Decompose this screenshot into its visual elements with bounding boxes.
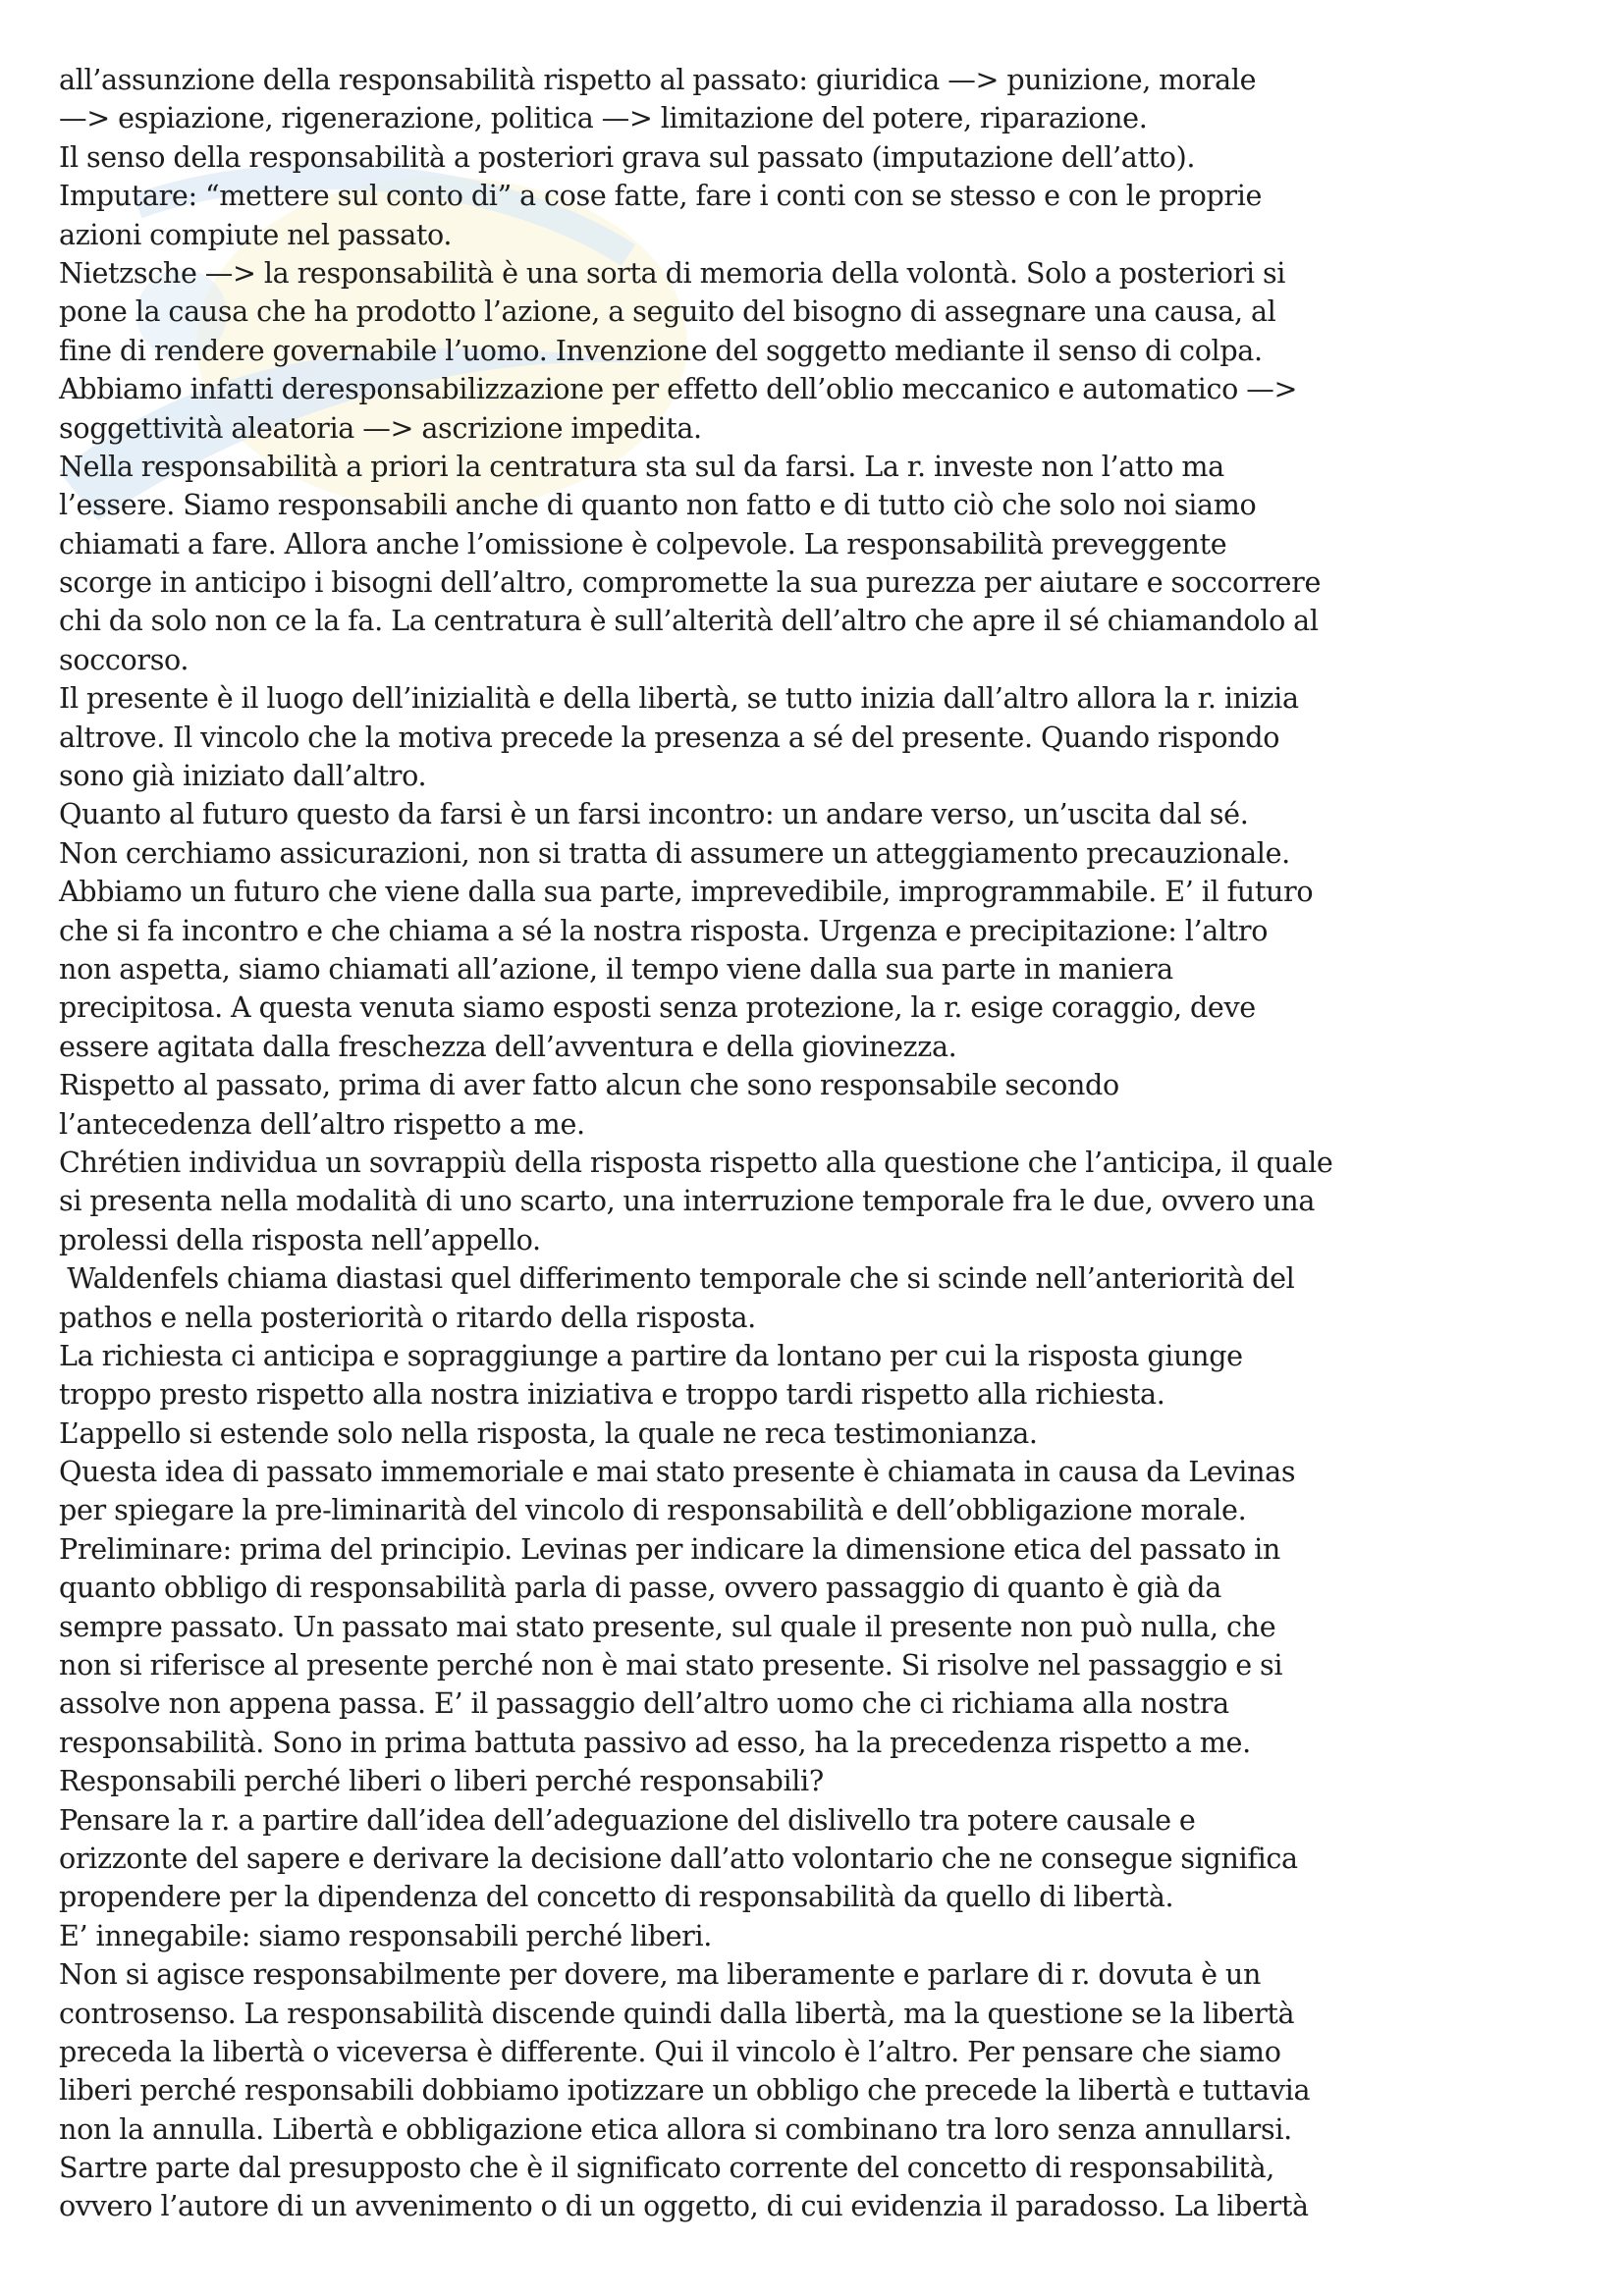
text-line: responsabilità. Sono in prima battuta passivo ad esso, ha la precedenza rispetto a me. (59, 1725, 1251, 1759)
text-line: per spiegare la pre-liminarità del vincolo di responsabilità e dell’obbligazione morale. (59, 1493, 1247, 1527)
text-line: quanto obbligo di responsabilità parla di passe, ovvero passaggio di quanto è già da (59, 1571, 1221, 1605)
text-line: altrove. Il vincolo che la motiva precede la presenza a sé del presente. Quando rispondo (59, 720, 1280, 754)
text-line: ovvero l’autore di un avvenimento o di un oggetto, di cui evidenzia il paradosso. La libertà (59, 2189, 1309, 2223)
text-line: Questa idea di passato immemoriale e mai stato presente è chiamata in causa da Levinas (59, 1455, 1296, 1489)
text-line: Abbiamo un futuro che viene dalla sua parte, imprevedibile, improgrammabile. E’ il futuro (59, 875, 1314, 909)
text-line: essere agitata dalla freschezza dell’avventura e della giovinezza. (59, 1029, 957, 1063)
text-line: E’ innegabile: siamo responsabili perché liberi. (59, 1918, 713, 1952)
text-line: Rispetto al passato, prima di aver fatto alcun che sono responsabile secondo (59, 1068, 1119, 1102)
text-line: azioni compiute nel passato. (59, 217, 453, 251)
text-line: Preliminare: prima del principio. Levinas per indicare la dimensione etica del passato in (59, 1531, 1280, 1566)
text-line: Nietzsche —> la responsabilità è una sorta di memoria della volontà. Solo a posteriori si (59, 255, 1286, 290)
text-line: Abbiamo infatti deresponsabilizzazione per effetto dell’oblio meccanico e automatico —> (59, 372, 1298, 406)
text-line: chiamati a fare. Allora anche l’omissione è colpevole. La responsabilità preveggente (59, 526, 1227, 561)
text-line: non aspetta, siamo chiamati all’azione, il tempo viene dalla sua parte in maniera (59, 951, 1173, 986)
text-line: Quanto al futuro questo da farsi è un farsi incontro: un andare verso, un’uscita dal sé. (59, 797, 1249, 831)
text-line: non la annulla. Libertà e obbligazione etica allora si combinano tra loro senza annullarsi. (59, 2111, 1292, 2146)
text-line: L’appello si estende solo nella risposta, la quale ne reca testimonianza. (59, 1415, 1038, 1450)
text-line: Pensare la r. a partire dall’idea dell’adeguazione del dislivello tra potere causale e (59, 1802, 1196, 1837)
text-line: assolve non appena passa. E’ il passaggio dell’altro uomo che ci richiama alla nostra (59, 1686, 1229, 1721)
text-line: Waldenfels chiama diastasi quel differimento temporale che si scinde nell’anteriorità del (59, 1261, 1295, 1296)
text-line: l’essere. Siamo responsabili anche di quanto non fatto e di tutto ciò che solo noi siamo (59, 488, 1257, 522)
text-line: Responsabili perché liberi o liberi perché responsabili? (59, 1764, 824, 1798)
text-line: sono già iniziato dall’altro. (59, 759, 427, 793)
text-line: soggettività aleatoria —> ascrizione impedita. (59, 410, 702, 445)
text-line: Il presente è il luogo dell’inizialità e della libertà, se tutto inizia dall’altro allora la r. inizia (59, 681, 1299, 716)
text-line: sempre passato. Un passato mai stato presente, sul quale il presente non può nulla, che (59, 1609, 1276, 1643)
text-line: propendere per la dipendenza del concetto di responsabilità da quello di libertà. (59, 1880, 1174, 1914)
text-line: —> espiazione, rigenerazione, politica —> limitazione del potere, riparazione. (59, 101, 1148, 135)
text-line: all’assunzione della responsabilità rispetto al passato: giuridica —> punizione, morale (59, 63, 1257, 96)
text-line: Sartre parte dal presupposto che è il significato corrente del concetto di responsabilità, (59, 2151, 1275, 2185)
text-line: La richiesta ci anticipa e sopraggiunge a partire da lontano per cui la risposta giunge (59, 1338, 1243, 1372)
text-line: Nella responsabilità a priori la centratura sta sul da farsi. La r. investe non l’atto ma (59, 449, 1224, 483)
text-line: fine di rendere governabile l’uomo. Invenzione del soggetto mediante il senso di colpa. (59, 333, 1263, 367)
text-line: Non cerchiamo assicurazioni, non si tratta di assumere un atteggiamento precauzionale. (59, 835, 1290, 870)
text-line: Chrétien individua un sovrappiù della risposta rispetto alla questione che l’anticipa, il quale (59, 1145, 1333, 1179)
text-line: l’antecedenza dell’altro rispetto a me. (59, 1106, 585, 1141)
text-line: liberi perché responsabili dobbiamo ipotizzare un obbligo che precede la libertà e tuttavia (59, 2073, 1311, 2108)
text-line: scorge in anticipo i bisogni dell’altro, compromette la sua purezza per aiutare e soccorrere (59, 565, 1322, 600)
text-line: che si fa incontro e che chiama a sé la nostra risposta. Urgenza e precipitazione: l’altro (59, 913, 1269, 947)
text-line: si presenta nella modalità di uno scarto, una interruzione temporale fra le due, ovvero una (59, 1184, 1316, 1218)
text-line: Il senso della responsabilità a posteriori grava sul passato (imputazione dell’atto). (59, 139, 1196, 174)
text-line: pathos e nella posteriorità o ritardo della risposta. (59, 1300, 756, 1334)
text-line: troppo presto rispetto alla nostra iniziativa e troppo tardi rispetto alla richiesta. (59, 1377, 1165, 1412)
text-line: Imputare: “mettere sul conto di” a cose fatte, fare i conti con se stesso e con le proprie (59, 179, 1263, 213)
text-line: prolessi della risposta nell’appello. (59, 1222, 541, 1256)
text-line: orizzonte del sapere e derivare la decisione dall’atto volontario che ne consegue significa (59, 1841, 1298, 1875)
body-text (59, 61, 1355, 2226)
text-line: precipitosa. A questa venuta siamo esposti senza protezione, la r. esige coraggio, deve (59, 990, 1256, 1025)
text-line: pone la causa che ha prodotto l’azione, a seguito del bisogno di assegnare una causa, al (59, 294, 1276, 329)
text-line: chi da solo non ce la fa. La centratura è sull’alterità dell’altro che apre il sé chiamandolo al (59, 604, 1319, 638)
text-line: preceda la libertà o viceversa è differente. Qui il vincolo è l’altro. Per pensare che siamo (59, 2034, 1281, 2068)
text-line: Non si agisce responsabilmente per dovere, ma liberamente e parlare di r. dovuta è un (59, 1957, 1262, 1992)
text-line: soccorso. (59, 642, 189, 676)
text-line: non si riferisce al presente perché non è mai stato presente. Si risolve nel passaggio e si (59, 1648, 1283, 1682)
text-line: controsenso. La responsabilità discende quindi dalla libertà, ma la questione se la libertà (59, 1996, 1295, 2030)
